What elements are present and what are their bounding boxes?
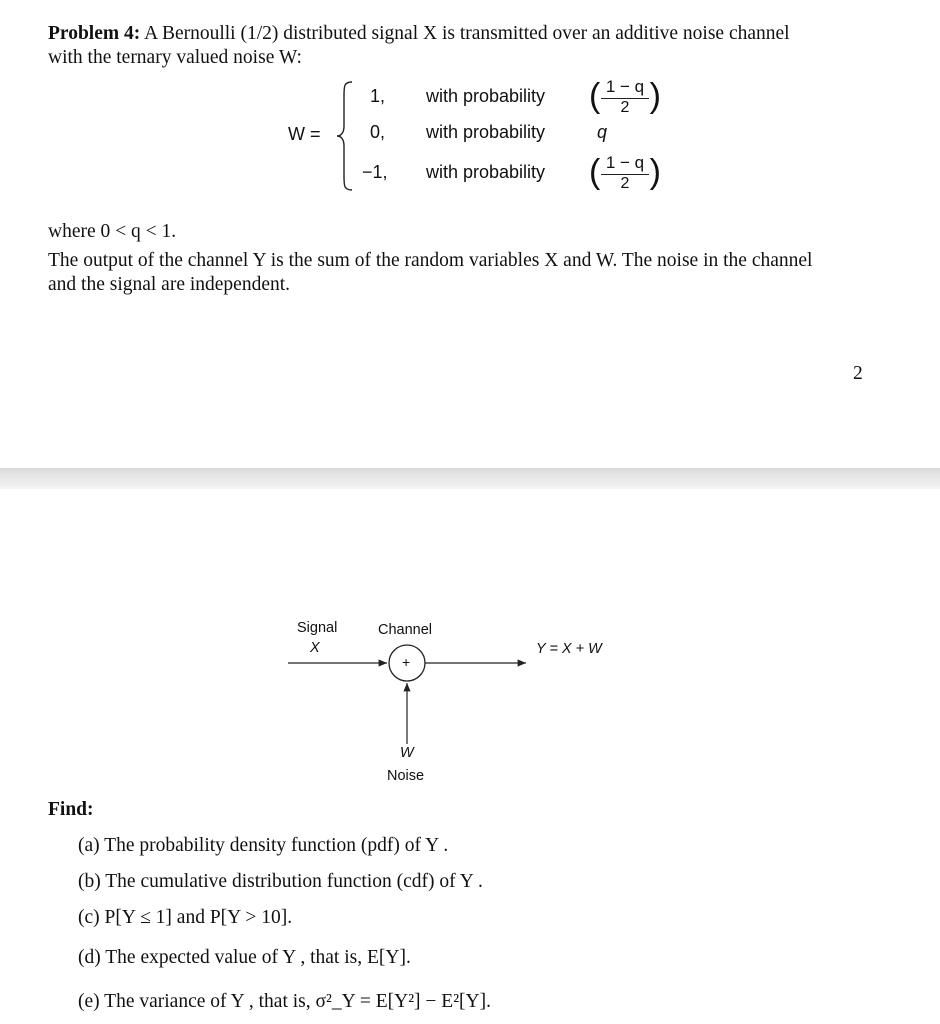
output-line2: and the signal are independent. — [48, 274, 291, 295]
find-item-b: (b) The cumulative distribution function (cdf) of Y . — [78, 871, 483, 892]
problem-intro-line2: with the ternary valued noise W: — [48, 47, 302, 68]
noise-label: Noise — [387, 768, 425, 784]
equation-left-brace — [336, 80, 356, 192]
case-1-value: 1, — [370, 86, 386, 106]
case-2-text: with probability — [426, 122, 546, 142]
page-separator — [0, 468, 940, 486]
channel-label: Channel — [378, 622, 433, 638]
find-heading: Find: — [48, 799, 94, 820]
equation-lhs: W = — [288, 124, 321, 144]
case-3-text: with probability — [426, 162, 546, 182]
find-item-d: (d) The expected value of Y , that is, E[Y]. — [78, 947, 411, 968]
problem-heading: Problem 4: — [48, 23, 141, 44]
output-equation-label: Y = X + W — [536, 641, 602, 657]
adder-plus-symbol: + — [402, 654, 411, 670]
case-3-prob-numerator: 1 − q — [605, 153, 645, 172]
find-item-a: (a) The probability density function (pdf) of Y . — [78, 835, 449, 856]
page-separator-shadow — [0, 486, 940, 489]
case-1-text: with probability — [426, 86, 546, 106]
noise-variable: W — [400, 745, 414, 761]
find-item-c: (c) P[Y ≤ 1] and P[Y > 10]. — [78, 907, 293, 928]
case-2-probability: q — [597, 122, 608, 142]
condition-text: where 0 < q < 1. — [48, 221, 177, 242]
find-item-e: (e) The variance of Y , that is, σ²_Y = E[Y²] − E²[Y]. — [78, 991, 492, 1012]
case-1-prob-numerator: 1 − q — [605, 77, 645, 96]
page-number: 2 — [853, 363, 863, 384]
case-3-value: −1, — [362, 162, 388, 182]
signal-variable: X — [310, 640, 320, 656]
case-3-probability: ( 1 − q 2 ) — [589, 153, 661, 192]
problem-intro-line1 — [48, 22, 790, 46]
case-1-prob-denominator: 2 — [620, 99, 630, 116]
signal-label: Signal — [297, 620, 338, 636]
problem-intro-text: A Bernoulli (1/2) distributed signal X is transmitted over an additive noise channel — [144, 23, 790, 44]
case-3-prob-denominator: 2 — [620, 175, 630, 192]
case-1-probability: ( 1 − q 2 ) — [589, 77, 661, 116]
case-2-value: 0, — [370, 122, 386, 142]
output-line1: The output of the channel Y is the sum of the random variables X and W. The noise in the channel — [48, 250, 813, 271]
